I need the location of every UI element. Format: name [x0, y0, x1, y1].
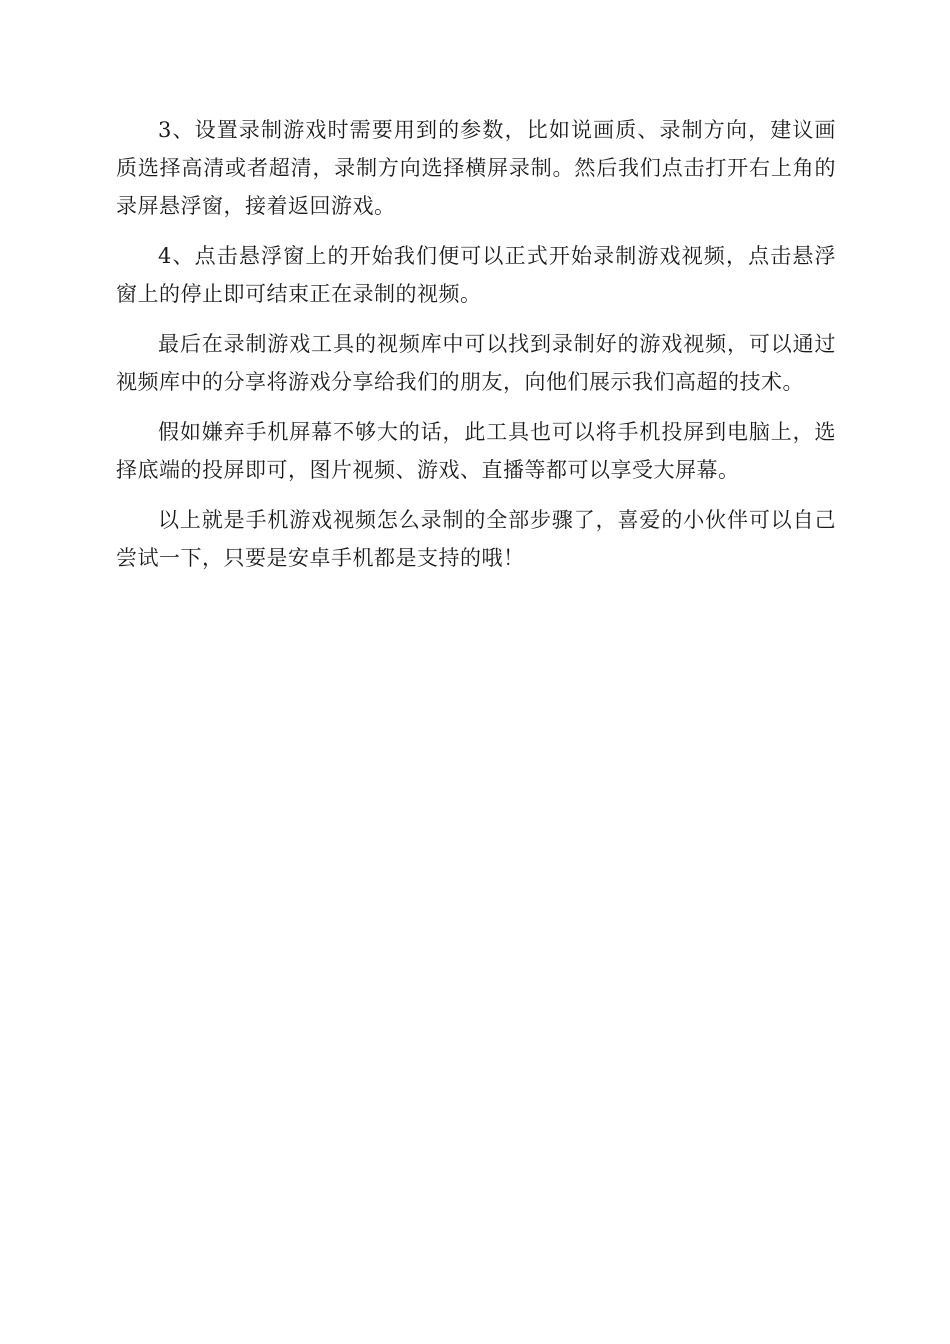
paragraph-conclusion: 以上就是手机游戏视频怎么录制的全部步骤了，喜爱的小伙伴可以自己尝试一下，只要是安卓手机都是支持的哦！	[116, 508, 836, 570]
document-body	[116, 111, 836, 589]
paragraph-video-library: 最后在录制游戏工具的视频库中可以找到录制好的游戏视频，可以通过视频库中的分享将游戏分享给我们的朋友，向他们展示我们高超的技术。	[116, 332, 836, 394]
paragraph-screen-cast: 假如嫌弃手机屏幕不够大的话，此工具也可以将手机投屏到电脑上，选择底端的投屏即可，图片视频、游戏、直播等都可以享受大屏幕。	[116, 420, 836, 482]
paragraph-step-4: 4、点击悬浮窗上的开始我们便可以正式开始录制游戏视频，点击悬浮窗上的停止即可结束正在录制的视频。	[116, 244, 836, 306]
paragraph-step-3: 3、设置录制游戏时需要用到的参数，比如说画质、录制方向，建议画质选择高清或者超清，录制方向选择横屏录制。然后我们点击打开右上角的录屏悬浮窗，接着返回游戏。	[116, 118, 836, 218]
